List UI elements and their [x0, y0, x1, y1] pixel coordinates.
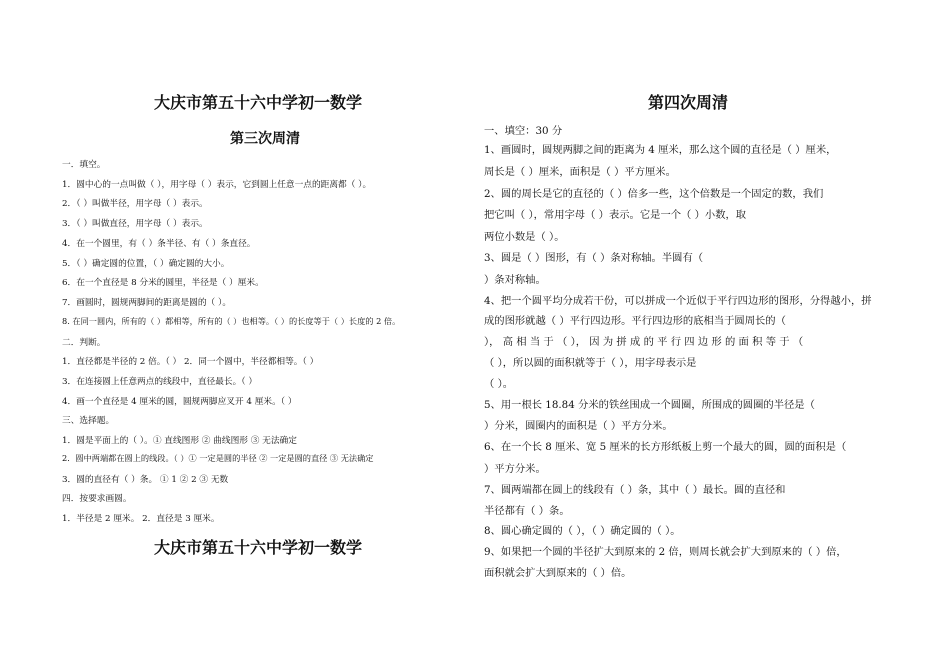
right-title: 第四次周清 [648, 93, 729, 112]
left-line: 1．圆中心的一点叫做（ ），用字母（ ）表示，它到圆上任意一点的距离都（ ）。 [62, 180, 372, 190]
left-line: 4．在一个圆里，有（ ）条半径、有（ ）条直径。 [62, 239, 256, 249]
right-line: （ ），所以圆的面积就等于（ ），用字母表示是 [484, 357, 697, 369]
left-line: 2．圆中两端都在圆上的线段。（ ）① 一定是圆的半径 ② 一定是圆的直径 ③ 无法确定 [62, 453, 374, 463]
right-line: 7、圆两端都在圆上的线段有（ ）条，其中（ ）最长。圆的直径和 [484, 484, 786, 496]
right-line: 半径都有（ ）条。 [484, 505, 570, 517]
right-line: 面积就会扩大到原来的（ ）倍。 [484, 567, 632, 579]
left-line: 7．画圆时，圆规两脚间的距离是圆的（ ）。 [62, 298, 232, 308]
left-subtitle: 第三次周清 [230, 131, 300, 147]
left-title: 大庆市第五十六中学初一数学 [154, 93, 363, 112]
right-line: 4、把一个圆平均分成若干份，可以拼成一个近似于平行四边形的图形，分得越小，拼 [484, 295, 872, 307]
left-line: 6．在一个直径是 8 分米的圆里，半径是（ ）厘米。 [62, 278, 264, 288]
right-line: 5、用一根长 18.84 分米的铁丝围成一个圆圈，所围成的圆圈的半径是（ [484, 399, 815, 411]
left-line: 1．半径是 2 厘米。 2．直径是 3 厘米。 [62, 514, 220, 524]
left-line: 二．判断。 [62, 338, 106, 348]
right-line: 3、圆是（ ）图形，有（ ）条对称轴。半圆有（ [484, 252, 704, 264]
left-line: 三、选择题。 [62, 416, 115, 426]
right-line: ）平方分米。 [484, 463, 546, 475]
right-line: 9、如果把一个圆的半径扩大到原来的 2 倍，则周长就会扩大到原来的（ ）倍， [484, 546, 847, 558]
right-line: 一、填空：30 分 [484, 125, 563, 137]
right-line: （ ）。 [484, 378, 514, 390]
right-line: 6、在一个长 8 厘米、宽 5 厘米的长方形纸板上剪一个最大的圆，圆的面积是（ [484, 441, 847, 453]
right-line: ）， 高 相 当 于 （ ）， 因 为 拼 成 的 平 行 四 边 形 的 面 积 等 于 （ [484, 336, 804, 348]
left-line: 3．（ ）叫做直径，用字母（ ）表示。 [62, 219, 208, 229]
left-line: 1．直径都是半径的 2 倍。（ ） 2．同一个圆中，半径都相等。（ ） [62, 357, 319, 367]
right-line: 成的图形就越（ ）平行四边形。平行四边形的底相当于圆周长的（ [484, 315, 786, 327]
right-line: 8、圆心确定圆的（ ），（ ）确定圆的（ ）。 [484, 525, 681, 537]
right-line: 2、圆的周长是它的直径的（ ）倍多一些，这个倍数是一个固定的数，我们 [484, 188, 824, 200]
left-line: 8. 在同一圆内，所有的（ ）都相等，所有的（ ）也相等。（ ）的长度等于（ ）长度的 2 倍。 [62, 316, 401, 326]
right-line: ）分米，圆圈内的面积是（ ）平方分米。 [484, 420, 673, 432]
left-footer-title: 大庆市第五十六中学初一数学 [154, 538, 363, 557]
right-line: 两位小数是（ ）。 [484, 231, 565, 243]
left-line: 1．圆是平面上的（ ）。① 直线图形 ② 曲线图形 ③ 无法确定 [62, 436, 297, 446]
left-line: 3．在连接圆上任意两点的线段中，直径最长。（ ） [62, 377, 258, 387]
right-line: ）条对称轴。 [484, 274, 546, 286]
right-line: 1、画圆时，圆规两脚之间的距离为 4 厘米，那么这个圆的直径是（ ）厘米， [484, 144, 837, 156]
left-line: 5．（ ）确定圆的位置，（ ）确定圆的大小。 [62, 259, 230, 269]
left-line: 3．圆的直径有（ ）条。 ① 1 ② 2 ③ 无数 [62, 475, 229, 485]
left-line: 一．填空。 [62, 160, 106, 170]
left-line: 2．（ ）叫做半径，用字母（ ）表示。 [62, 199, 208, 209]
left-line: 4．画一个直径是 4 厘米的圆，圆规两脚应叉开 4 厘米。（ ） [62, 397, 297, 407]
right-line: 把它叫（ ），常用字母（ ）表示。它是一个（ ）小数，取 [484, 209, 747, 221]
left-line: 四．按要求画圆。 [62, 494, 132, 504]
right-line: 周长是（ ）厘米，面积是（ ）平方厘米。 [484, 166, 676, 178]
